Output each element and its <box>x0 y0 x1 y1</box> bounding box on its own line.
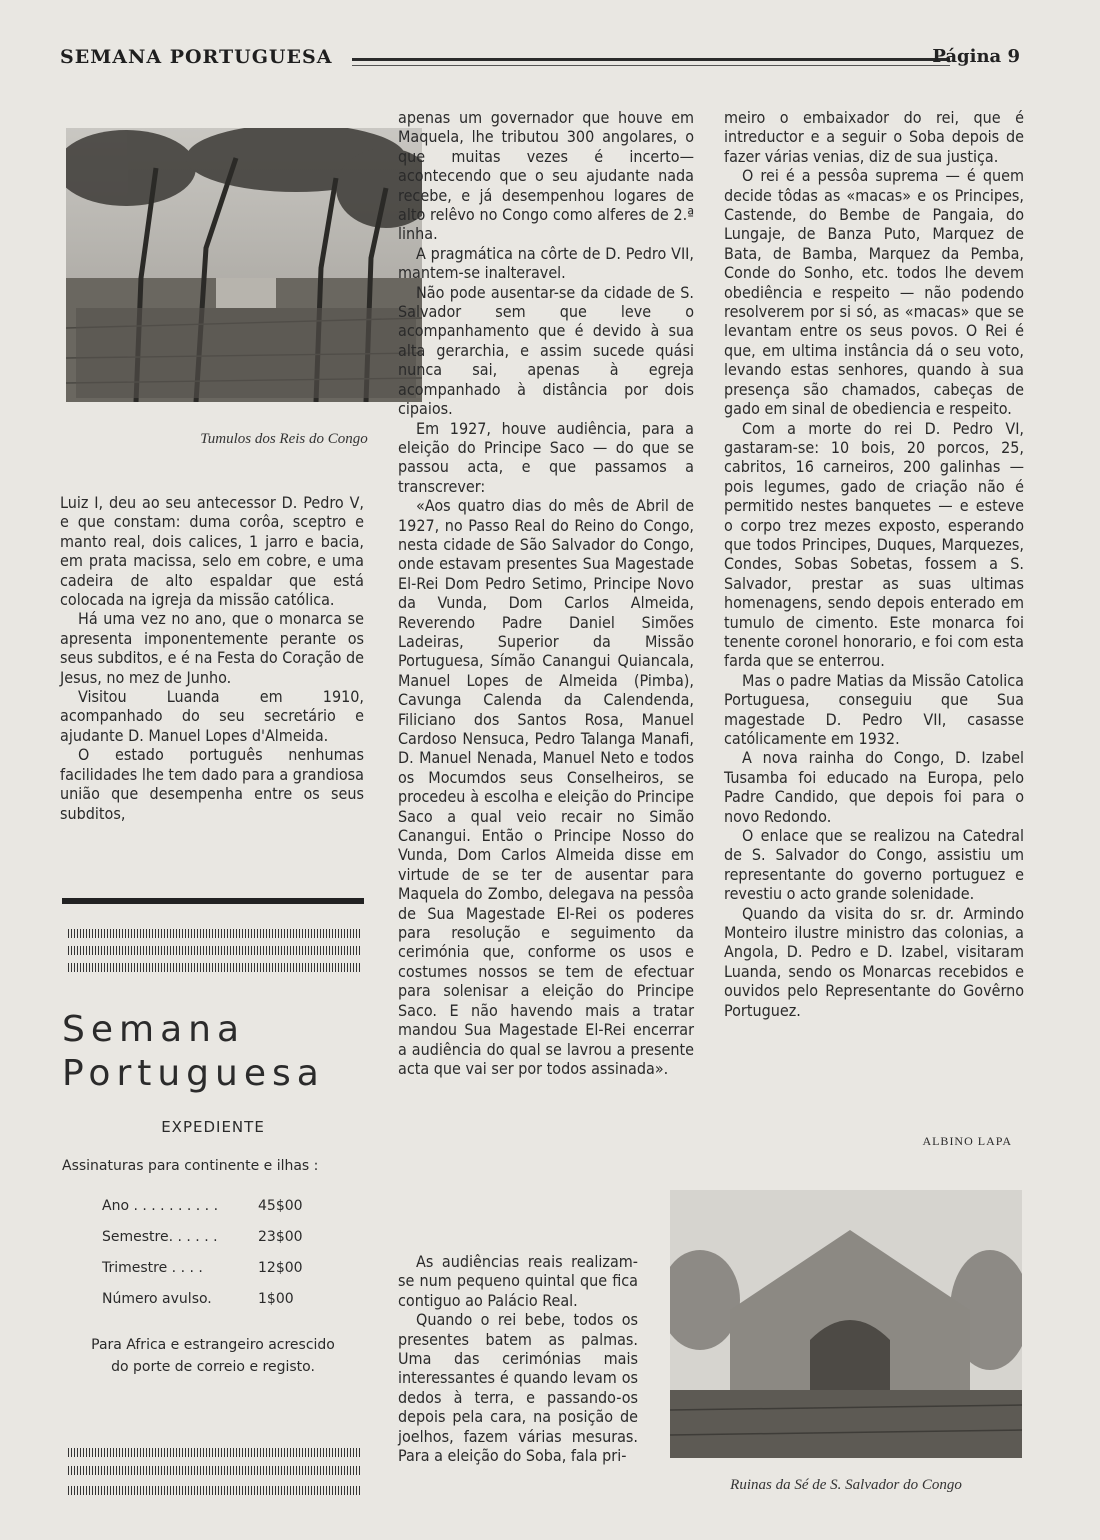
paragraph: Há uma vez no ano, que o monarca se apresenta imponentemente perante os seus subditos, e é na Festa do Coração de Jesus, no mez de Junho. <box>60 609 364 687</box>
photo-tombs <box>66 128 422 402</box>
paragraph: Com a morte do rei D. Pedro VI, gastaram-se: 10 bois, 20 porcos, 25, cabritos, 16 carneiros, 200 galinhas — pois legumes, gado de criação não é permitido nestes banquetes — e esteve o corpo trez mezes exposto, esperando que todos Principes, Duques, Marquezes, Condes, Sobas Sobetas, fossem a S. Salvador, prestar as suas ultimas homenagens, sendo depois enterado em tumulo de cimento. Este monarca foi tenente coronel honorario, e foi com esta farda que se enterrou. <box>724 418 1024 671</box>
column-1 <box>60 493 364 823</box>
page-number: Página 9 <box>932 46 1020 67</box>
paragraph: O rei é a pessôa suprema — é quem decide tôdas as «macas» e os Principes, Castende, do Bembe de Pangaia, do Lungaje, de Banza Puto, Marquez de Bata, de Bamba, Marquez da Pemba, Conde do Sonho, etc. todos lhe devem obediência e respeito — não podendo resolverem por si só, as «macas» que se levantam entre os seus povos. O Rei é que, em ultima instância dá o seu voto, levando estas senhores, quando à sua presença são chamados, cabeças de gado em sinal de obediencia e respeito. <box>724 166 1024 419</box>
paragraph: A nova rainha do Congo, D. Izabel Tusamba foi educado na Europa, pelo Padre Candido, que depois foi para o novo Redondo. <box>724 748 1024 826</box>
price-label: Ano . . . . . . . . . . <box>102 1198 219 1214</box>
hatch-line <box>68 963 362 972</box>
box-top-rule <box>62 898 364 904</box>
price-row <box>62 1291 364 1322</box>
paragraph: «Aos quatro dias do mês de Abril de 1927, no Passo Real do Reino do Congo, nesta cidade de São Salvador do Congo, onde estavam presentes Sua Magestade El-Rei Dom Pedro Setimo, Principe Novo da Vunda, Dom Carlos Almeida, Reverendo Padre Daniel Simões Ladeiras, Superior da Missão Portuguesa, Símão Canangui Quiancala, Manuel Lopes de Almeida (Pimba), Cavunga Calenda da Calendenda, Filiciano dos Santos Rosa, Manuel Cardoso Nensuca, Pedro Talanga Manafi, D. Manuel Nenada, Manuel Neto e todos os Mocumdos seus Conselheiros, se procedeu à escolha e eleição do Principe Saco a qual veio recair no Simão Canangui. Então o Principe Nosso do Vunda, Dom Carlos Almeida disse em virtude de se ter de ausentar para Maquela do Zombo, delegava na pessôa de Sua Magestade El-Rei os poderes para resolução e seguimento da cerimónia que, conforme os usos e costumes nossos se tem de efectuar para solenisar a eleição do Principe Saco. E não havendo mais a tratar mandou Sua Magestade El-Rei encerrar a audiência do qual se lavrou a presente acta que vai ser por todos assinada». <box>398 496 694 1078</box>
photo-ruins-caption: Ruinas da Sé de S. Salvador do Congo <box>730 1477 962 1493</box>
hatch-line <box>68 1466 362 1475</box>
price-value: 45$00 <box>258 1198 303 1214</box>
hatch-line <box>68 1486 362 1495</box>
price-row <box>62 1229 364 1260</box>
hatch-line <box>68 946 362 955</box>
foreign-note-line: Para Africa e estrangeiro acrescido <box>91 1337 335 1353</box>
paragraph: O enlace que se realizou na Catedral de S. Salvador do Congo, assistiu um representante do governo portuguez e revestiu o acto grande solenidade. <box>724 826 1024 904</box>
column-3 <box>724 108 1024 1020</box>
expediente-box <box>62 1008 364 1378</box>
price-label: Semestre. . . . . . <box>102 1229 218 1245</box>
page-header <box>60 46 1020 72</box>
photo-tombs-caption: Tumulos dos Reis do Congo <box>200 431 368 447</box>
paragraph: Quando da visita do sr. dr. Armindo Monteiro ilustre ministro das colonias, a Angola, D. Pedro e D. Izabel, visitaram Luanda, sendo os Monarcas recebidos e ouvidos pelo Representante do Govêrno Portuguez. <box>724 903 1024 1020</box>
paragraph: Quando o rei bebe, todos os presentes batem as palmas. Uma das cerimónias mais interessantes é quando levam os dedos à terra, e passando-os depois pela cara, na posição de joelhos, fazem várias mesuras. Para a eleição do Soba, fala pri- <box>398 1310 638 1466</box>
price-value: 23$00 <box>258 1229 303 1245</box>
publication-title: SEMANA PORTUGUESA <box>60 46 333 68</box>
foreign-note <box>62 1334 364 1378</box>
subscription-subtitle: Assinaturas para continente e ilhas : <box>62 1158 319 1174</box>
paragraph: Em 1927, houve audiência, para a eleição do Principe Saco — do que se passou acta, e que passamos a transcrever: <box>398 418 694 496</box>
photo-cathedral-ruins <box>670 1190 1022 1458</box>
paragraph: A pragmática na côrte de D. Pedro VII, mantem-se inalteravel. <box>398 243 694 283</box>
price-row <box>62 1198 364 1229</box>
price-label: Trimestre . . . . <box>102 1260 203 1276</box>
header-rule <box>352 58 950 66</box>
price-list <box>62 1198 364 1322</box>
price-row <box>62 1260 364 1291</box>
author-signature: ALBINO LAPA <box>922 1134 1012 1148</box>
foreign-note-line: do porte de correio e registo. <box>111 1359 315 1375</box>
box-title-line1: Semana <box>62 1009 246 1050</box>
hatch-line <box>68 1448 362 1457</box>
paragraph: O estado português nenhumas facilidades lhe tem dado para a grandiosa união que desempenha entre os seus subditos, <box>60 745 364 823</box>
hatch-line <box>68 929 362 938</box>
paragraph: Luiz I, deu ao seu antecessor D. Pedro V, e que constam: duma corôa, sceptro e manto real, dois calices, 1 jarro e bacia, em prata macissa, selo em cobre, e uma cadeira de alto espaldar que está colocada na igreja da missão católica. <box>60 493 364 610</box>
price-value: 1$00 <box>258 1291 294 1307</box>
paragraph: Não pode ausentar-se da cidade de S. Salvador sem que leve o acompanhamento que é devido à sua alta gerarchia, e assim sucede quási nunca sai, apenas à egreja acompanhado à distância por dois cipaios. <box>398 282 694 419</box>
paragraph: Mas o padre Matias da Missão Catolica Portuguesa, conseguiu que Sua magestade D. Pedro VII, casasse católicamente em 1932. <box>724 670 1024 748</box>
paragraph: apenas um governador que houve em Maquela, lhe tributou 300 angolares, o que muitas vezes é incerto—acontecendo que o seu ajudante nada recebe, e já desempenhou logares de alto relêvo no Congo como alferes de 2.ª linha. <box>398 108 694 244</box>
paragraph: As audiências reais realizam-se num pequeno quintal que fica contiguo ao Palácio Real. <box>398 1252 638 1310</box>
box-title-line2: Portuguesa <box>62 1053 325 1094</box>
paragraph: meiro o embaixador do rei, que é intreductor e a seguir o Soba depois de fazer várias venias, diz de sua justiça. <box>724 108 1024 166</box>
price-label: Número avulso. <box>102 1291 212 1307</box>
expediente-heading: EXPEDIENTE <box>161 1118 265 1136</box>
column-2-narrow <box>398 1252 638 1465</box>
price-value: 12$00 <box>258 1260 303 1276</box>
paragraph: Visitou Luanda em 1910, acompanhado do seu secretário e ajudante D. Manuel Lopes d'Almeida. <box>60 687 364 745</box>
column-2 <box>398 108 694 1078</box>
